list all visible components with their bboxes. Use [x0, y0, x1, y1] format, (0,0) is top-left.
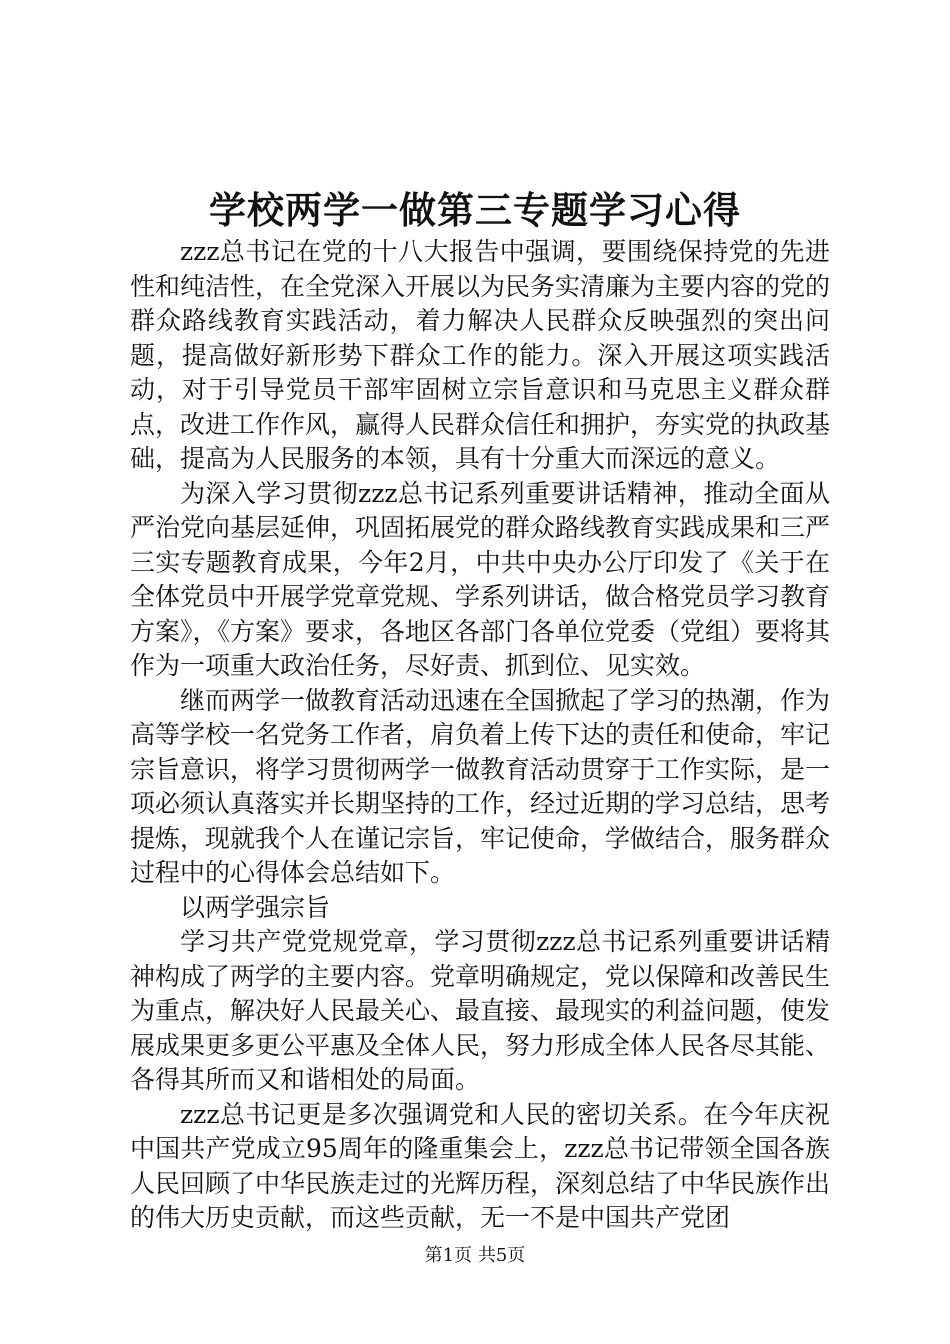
section-heading: 以两学强宗旨: [180, 892, 331, 922]
paragraph-1: zzz总书记在党的十八大报告中强调，要围绕保持党的先进性和纯洁性，在全党深入开展以为民务实清廉为主要内容的党的群众路线教育实践活动，着力解决人民群众反映强烈的突出问题，提高做好新形势下群众工作的能力。深入开展这项实践活动，对于引导党员干部牢固树立宗旨意识和马克思主义群众群点，改进工作作风，赢得人民群众信任和拥护，夯实党的执政基础，提高为人民服务的本领，具有十分重大而深远的意义。: [130, 237, 831, 473]
paragraph-5: zzz总书记更是多次强调党和人民的密切关系。在今年庆祝中国共产党成立95周年的隆重集会上，zzz总书记带领全国各族人民回顾了中华民族走过的光辉历程，深刻总结了中华民族作出的伟大历史贡献，而这些贡献，无一不是中国共产党团: [130, 1099, 831, 1232]
paragraph-2: 为深入学习贯彻zzz总书记系列重要讲话精神，推动全面从严治党向基层延伸，巩固拓展党的群众路线教育实践成果和三严三实专题教育成果，今年2月，中共中央办公厅印发了《关于在全体党员中开展学党章党规、学系列讲话，做合格党员学习教育方案》，《方案》要求，各地区各部门各单位党委（党组）要将其作为一项重大政治任务，尽好责、抓到位、见实效。: [130, 478, 831, 680]
page-indicator: 第1页 共5页: [424, 1245, 526, 1266]
paragraph-4: 学习共产党党规党章，学习贯彻zzz总书记系列重要讲话精神构成了两学的主要内容。党章明确规定，党以保障和改善民生为重点，解决好人民最关心、最直接、最现实的利益问题，使发展成果更多更公平惠及全体人民，努力形成全体人民各尽其能、各得其所而又和谐相处的局面。: [130, 927, 831, 1094]
document-title: 学校两学一做第三专题学习心得: [209, 188, 741, 232]
document-body: [130, 235, 830, 1236]
page-footer: [0, 1244, 950, 1268]
paragraph-3: 继而两学一做教育活动迅速在全国掀起了学习的热潮，作为高等学校一名党务工作者，肩负着上传下达的责任和使命，牢记宗旨意识，将学习贯彻两学一做教育活动贯穿于工作实际，是一项必须认真落实并长期坚持的工作，经过近期的学习总结，思考提炼，现就我个人在谨记宗旨，牢记使命，学做结合，服务群众过程中的心得体会总结如下。: [130, 685, 831, 887]
